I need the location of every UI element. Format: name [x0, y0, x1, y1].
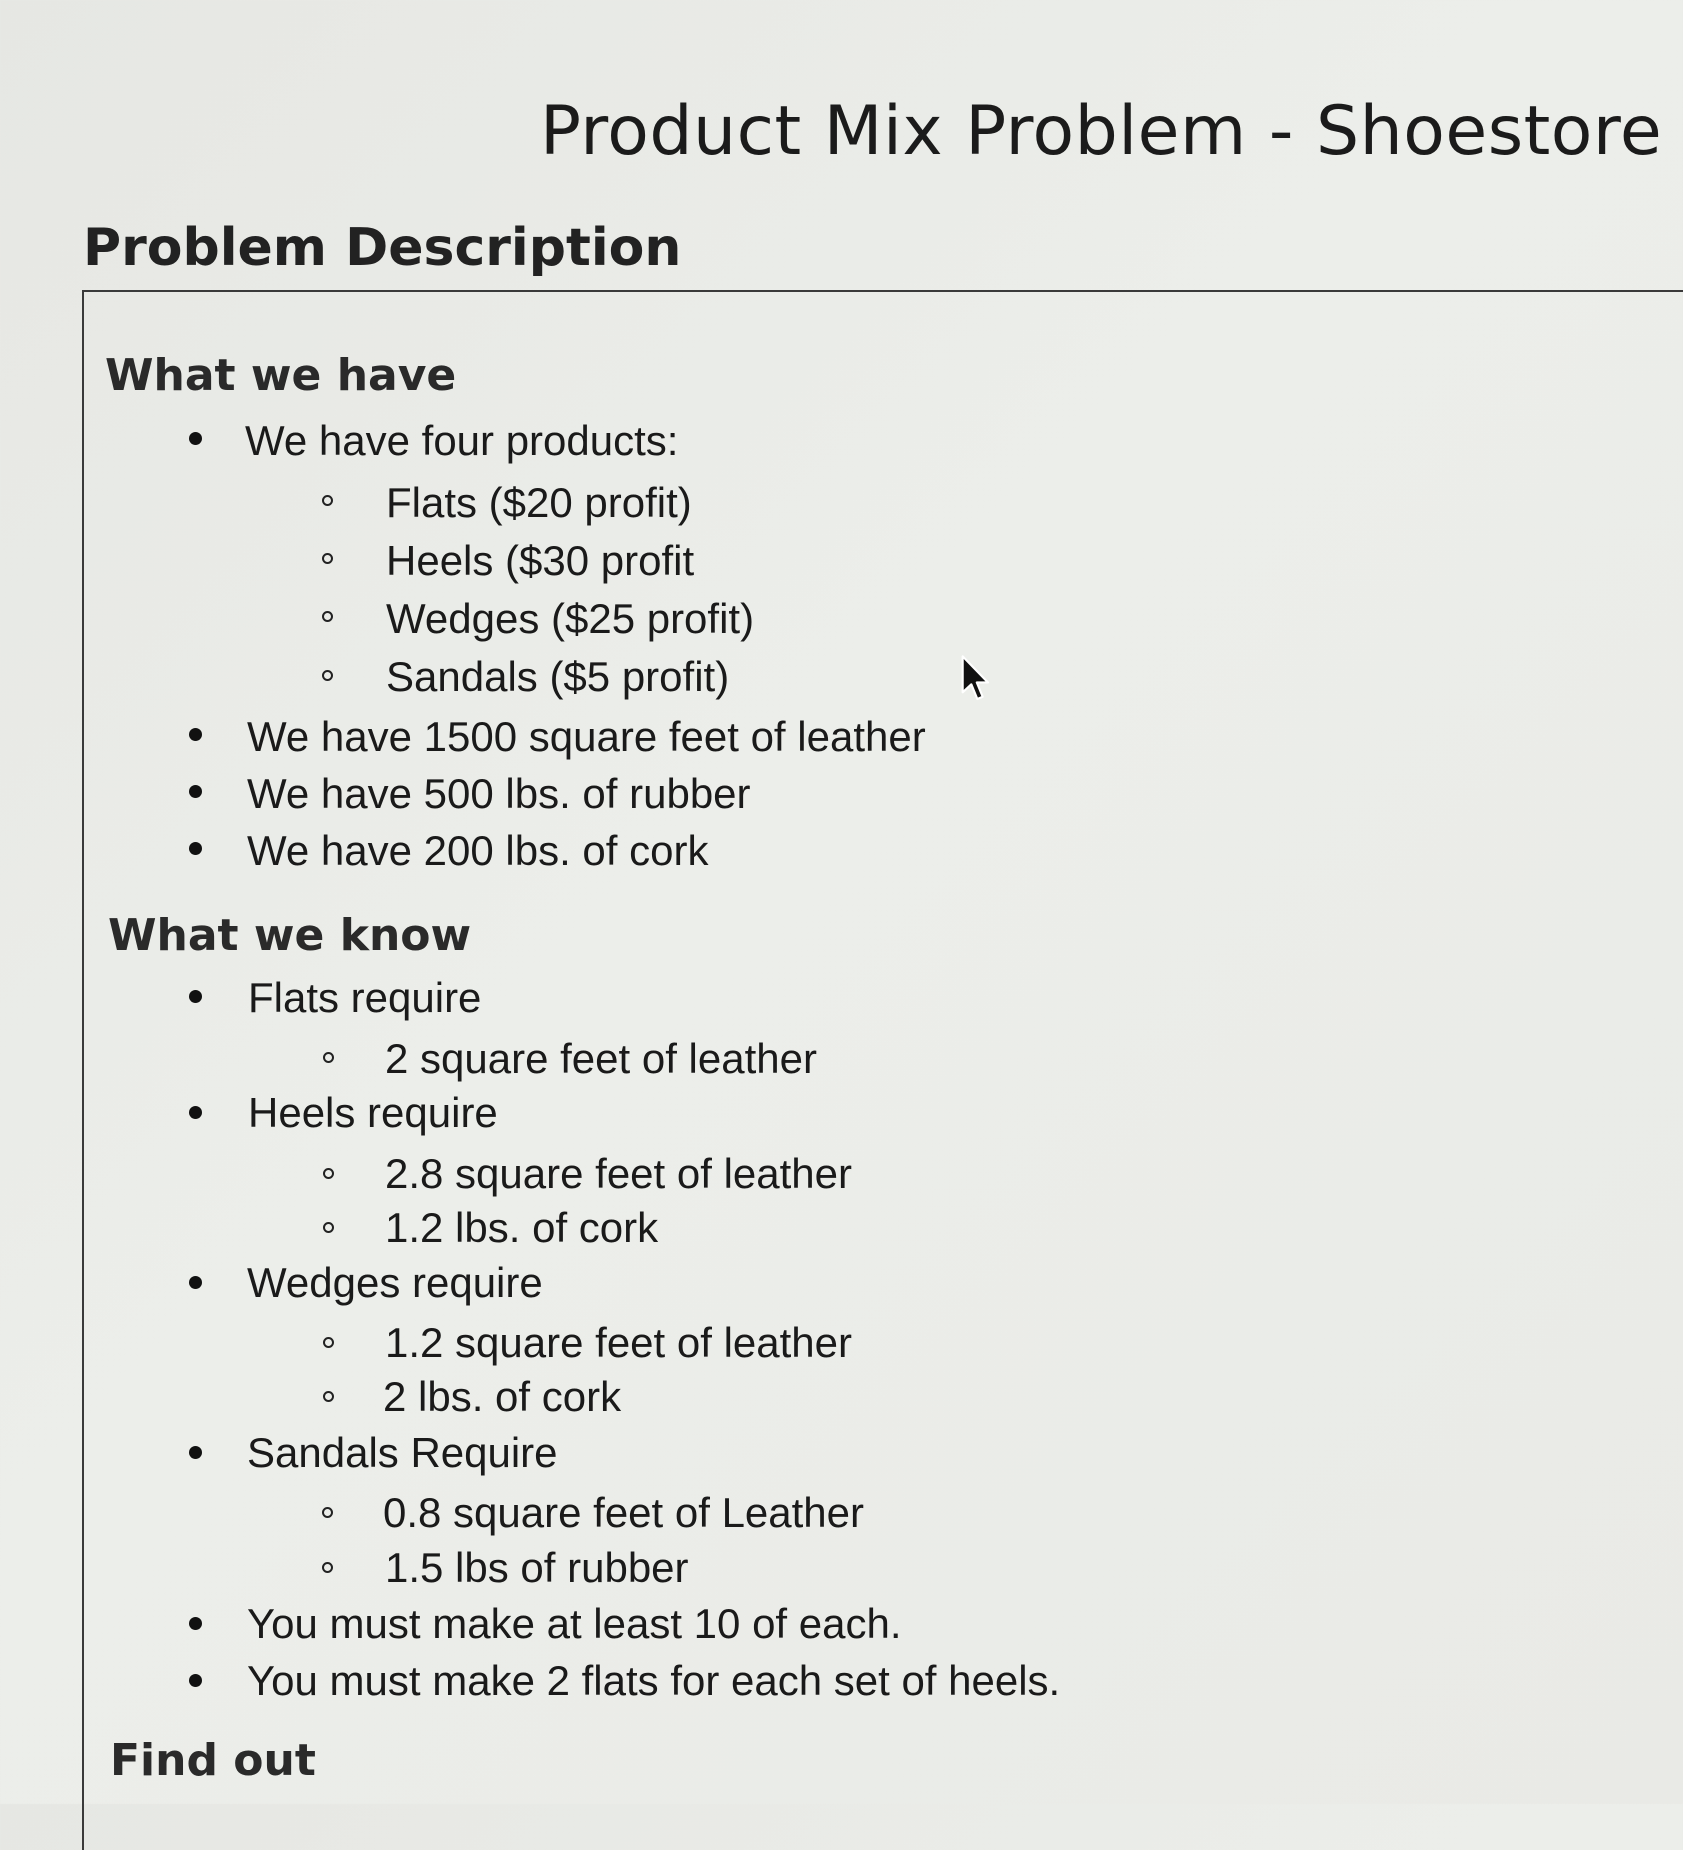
resource-cork: We have 200 lbs. of cork: [247, 827, 709, 874]
what-we-have-heading: What we have: [105, 350, 457, 401]
mouse-pointer-icon: [960, 655, 992, 703]
sub-bullet-icon: [322, 495, 333, 506]
sub-bullet-icon: [322, 553, 333, 564]
req-sandals-rubber: 1.5 lbs of rubber: [385, 1544, 689, 1591]
sub-bullet-icon: [323, 1337, 334, 1348]
req-wedges-leather: 1.2 square feet of leather: [385, 1319, 852, 1366]
product-sandals: Sandals ($5 profit): [386, 653, 730, 700]
page-title: Product Mix Problem - Shoestore: [540, 92, 1663, 171]
bullet-icon: [189, 432, 202, 445]
bullet-icon: [189, 785, 202, 798]
sub-bullet-icon: [323, 1391, 334, 1402]
sub-bullet-icon: [323, 1222, 334, 1233]
what-we-know-heading: What we know: [108, 910, 472, 961]
sub-bullet-icon: [323, 1168, 334, 1179]
req-wedges-cork: 2 lbs. of cork: [383, 1373, 622, 1420]
req-heels-label: Heels require: [248, 1089, 498, 1136]
sub-bullet-icon: [322, 670, 333, 681]
products-intro: We have four products:: [245, 417, 679, 464]
bullet-icon: [189, 1106, 202, 1119]
product-wedges: Wedges ($25 profit): [386, 595, 755, 642]
bullet-icon: [189, 842, 202, 855]
req-flats-leather: 2 square feet of leather: [385, 1035, 817, 1082]
bullet-icon: [189, 1446, 202, 1459]
constraint-flats-heels-ratio: You must make 2 flats for each set of heels.: [247, 1657, 1061, 1704]
sub-bullet-icon: [322, 1562, 333, 1573]
resource-leather: We have 1500 square feet of leather: [247, 713, 926, 760]
bullet-icon: [189, 1617, 202, 1630]
product-heels: Heels ($30 profit: [386, 537, 695, 584]
bullet-icon: [189, 728, 202, 741]
constraint-min-each: You must make at least 10 of each.: [247, 1600, 902, 1647]
product-flats: Flats ($20 profit): [386, 479, 692, 526]
req-flats-label: Flats require: [248, 974, 482, 1021]
req-sandals-label: Sandals Require: [247, 1429, 558, 1476]
find-out-heading: Find out: [110, 1735, 316, 1786]
req-heels-leather: 2.8 square feet of leather: [385, 1150, 852, 1197]
bullet-icon: [189, 1276, 202, 1289]
resource-rubber: We have 500 lbs. of rubber: [247, 770, 751, 817]
sub-bullet-icon: [322, 611, 333, 622]
bullet-icon: [189, 1674, 202, 1687]
req-wedges-label: Wedges require: [247, 1259, 543, 1306]
sub-bullet-icon: [323, 1052, 334, 1063]
bullet-icon: [189, 990, 202, 1003]
section-title: Problem Description: [83, 218, 682, 278]
req-heels-cork: 1.2 lbs. of cork: [385, 1204, 659, 1251]
sub-bullet-icon: [322, 1507, 333, 1518]
req-sandals-leather: 0.8 square feet of Leather: [383, 1489, 865, 1536]
